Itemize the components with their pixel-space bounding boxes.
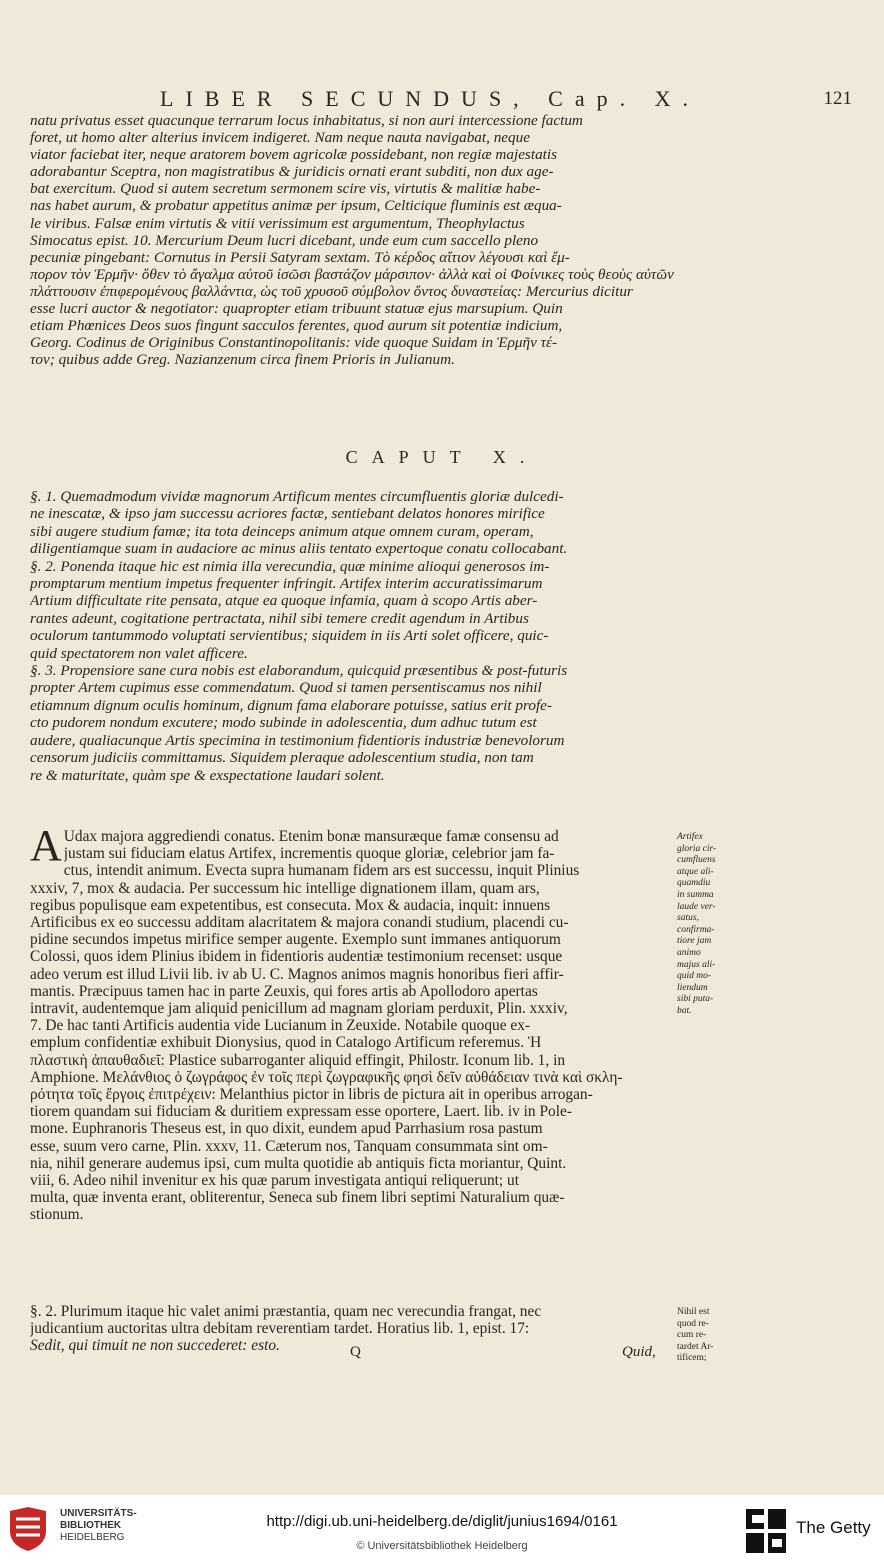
body-line: nia, nihil generare audemus ipsi, cum multa quotidie ab antiquis ficta moriantur, Quint. bbox=[30, 1154, 567, 1172]
text-line: pecuniæ pingebant: Cornutus in Persii Satyram sextam. Τὸ κέρδος αἴτιον λέγουσι καὶ ἔμ- bbox=[30, 248, 570, 266]
main-body-text bbox=[30, 821, 680, 1224]
library-name-line-1: UNIVERSITÄTS- bbox=[60, 1508, 137, 1519]
summary-line: censorum judiciis committamus. Siquidem pleraque adolescentium studia, non tam bbox=[30, 749, 534, 767]
summary-line: rantes adeunt, cogitatione pertractata, nihil sibi temere credit agendum in Artibus bbox=[30, 609, 529, 627]
margin-note-nihil bbox=[677, 1307, 743, 1365]
copyright-notice: © Universitätsbibliothek Heidelberg bbox=[356, 1540, 528, 1552]
text-line: etiam Phœnices Deos suos fingunt sacculos ferentes, quod aurum sit potentiæ indicium, bbox=[30, 317, 563, 335]
body-line: Amphione. Μελάνθιος ὁ ζωγράφος ἐν τοῖς περὶ ζωγραφικῆς φησὶ δεῖν αὐθάδειαν τινὰ καὶ σκλη- bbox=[30, 1068, 623, 1086]
margin-note-line: quod re- bbox=[677, 1318, 709, 1329]
margin-note-line: tardet Ar- bbox=[677, 1341, 714, 1352]
summary-line: quid spectatorem non valet afficere. bbox=[30, 644, 248, 662]
text-line: πορον τὸν Ἑρμῆν· ὅθεν τὸ ἄγαλμα αὐτοῦ ἰσῶσι βαστάζον μάρσιπον· ἀλλὰ καὶ οἱ Φοίνικες τοὺς θεοὺς αὐτῶν bbox=[30, 265, 674, 283]
summary-line: cto pudorem nondum excutere; modo subinde in adolescentia, dum adhuc tutum est bbox=[30, 714, 537, 732]
text-line: foret, ut homo alter alterius invicem indigeret. Nam neque nauta navigabat, neque bbox=[30, 129, 530, 147]
body-line: πλαστικὴ ἀπαυθαδιεῖ: Plastice subarroganter aliquid effingit, Philostr. Iconum lib. 1, in bbox=[30, 1051, 566, 1069]
summary-line: sibi augere studium famæ; ita tota deinceps animum atque omnem curam, operam, bbox=[30, 522, 534, 540]
chapter-summary bbox=[30, 488, 680, 784]
page-number: 121 bbox=[823, 88, 852, 109]
paragraph-line: judicantium auctoritas ultra debitam reverentiam tardet. Horatius lib. 1, epist. 17: bbox=[30, 1320, 530, 1338]
paragraph-line: Sedit, qui timuit ne non succederet: esto. bbox=[30, 1337, 280, 1355]
drop-cap: A bbox=[30, 821, 62, 870]
body-line: multa, quæ inventa erant, obliterentur, Seneca sub finem libri septimi Naturalium quæ- bbox=[30, 1189, 565, 1207]
body-line: Udax majora aggrediendi conatus. Etenim bonæ mansuræque famæ consensu ad bbox=[63, 828, 559, 845]
body-line: adeo verum est illud Livii lib. iv ab U. C. Magnos animos magnis honoribus fieri affir- bbox=[30, 965, 564, 983]
text-line: Georg. Codinus de Originibus Constantinopolitanis: vide quoque Suidam in Ἑρμῆν τέ- bbox=[30, 334, 558, 352]
margin-note-line: confirma- bbox=[677, 924, 715, 935]
footer-bar bbox=[0, 1495, 884, 1566]
summary-line: promptarum mentium impetus frequenter infringit. Artifex interim accuratissimarum bbox=[30, 575, 543, 593]
text-line: natu privatus esset quacunque terrarum locus inhabitatus, si non auri intercessione factum bbox=[30, 112, 583, 129]
partner-name: The Getty bbox=[796, 1518, 871, 1537]
margin-note-artifex bbox=[677, 832, 743, 1018]
margin-note-line: sibi puta- bbox=[677, 994, 714, 1005]
body-line: justam sui fiduciam elatus Artifex, incrementis quoque gloriæ, celebrior jam fa- bbox=[63, 845, 555, 863]
body-line: mone. Euphranoris Theseus est, in quo dixit, eundem apud Parrhasium rosa pastum bbox=[30, 1120, 543, 1138]
margin-note-line: cum re- bbox=[677, 1330, 707, 1341]
body-line: ctus, intendit animum. Evecta supra humanam fidem ars est successu, inquit Plinius bbox=[63, 862, 580, 880]
text-line: esse lucri auctor & negotiator: quapropter etiam tribuunt statuæ ejus marsupium. Quin bbox=[30, 300, 563, 318]
margin-note-line: in summa bbox=[677, 889, 714, 900]
getty-logo-icon bbox=[744, 1507, 788, 1555]
library-name-line-3: HEIDELBERG bbox=[60, 1532, 125, 1543]
catchword-right: Quid, bbox=[622, 1344, 656, 1360]
margin-note-line: majus ali- bbox=[677, 959, 716, 970]
text-line: Simocatus epist. 10. Mercurium Deum lucri dicebant, unde eum cum saccello pleno bbox=[30, 231, 539, 249]
library-name-line-2: BIBLIOTHEK bbox=[60, 1520, 122, 1531]
summary-line: oculorum tantummodo voluptati servientibus; siquidem in iis Arti solet officere, quic- bbox=[30, 627, 549, 645]
text-line: πλάττουσιν ἐπιφερομένους βαλλάντια, ὡς τοῦ χρυσοῦ σύμβολον ὄντος δυναστείας: Mercurius dicitur bbox=[30, 282, 633, 300]
continued-footnote-text bbox=[30, 112, 680, 368]
margin-note-line: animo bbox=[677, 947, 701, 958]
body-line: Artificibus ex eo successu additam alacritatem & majora conandi studium, placendi cu- bbox=[30, 914, 569, 932]
body-line: 7. De hac tanti Artificis audentia vide Lucianum in Zeuxide. Notabile quoque ex- bbox=[30, 1017, 531, 1035]
text-line: bat exercitum. Quod si autem secretum sermonem scire vis, virtutis & malitiæ habe- bbox=[30, 180, 541, 198]
margin-note-line: gloria cir- bbox=[677, 843, 717, 854]
text-line: viator faciebat iter, neque aratorem bovem agricolæ possidebant, non regiæ majestatis bbox=[30, 146, 558, 164]
body-line: intravit, audentemque jam aliquid penicillum ad magnam gloriam perduxit, Plin. xxxiv, bbox=[30, 1000, 568, 1018]
margin-note-line: laude ver- bbox=[677, 901, 716, 912]
margin-note-line: satus, bbox=[677, 913, 699, 924]
running-head: LIBER SECUNDUS, Cap. X. bbox=[160, 86, 701, 111]
paragraph-line: §. 2. Plurimum itaque hic valet animi præstantia, quam nec verecundia frangat, nec bbox=[30, 1303, 542, 1320]
body-line: viii, 6. Adeo nihil invenitur ex his quæ parum investigata antiqui reliquerunt; ut bbox=[30, 1172, 520, 1190]
body-line: regibus populisque eam expetentibus, est consecuta. Mox & audacia, inquit: innuens bbox=[30, 896, 551, 914]
body-line: stionum. bbox=[30, 1206, 84, 1224]
summary-line: ne inescatæ, & ipso jam successu acriores factæ, sentiebant delatos honores mirifice bbox=[30, 505, 545, 523]
margin-note-line: tiore jam bbox=[677, 936, 712, 947]
summary-line: re & maturitate, quàm spe & exspectatione laudari solent. bbox=[30, 766, 385, 784]
summary-line: §. 2. Ponenda itaque hic est nimia illa verecundia, quæ minime alioqui generosos im- bbox=[30, 557, 550, 575]
summary-line: Artium difficultate rite pensata, atque ea quoque infamia, quam à scopo Artis aber- bbox=[30, 592, 538, 610]
chapter-title: CAPUT X. bbox=[345, 447, 539, 467]
margin-note-line: quamdiu bbox=[677, 878, 711, 889]
margin-note-line: Nihil est bbox=[677, 1307, 710, 1317]
catchword-left: Q bbox=[350, 1344, 361, 1360]
text-line: le viribus. Falsæ enim virtutis & vitii verissimum est argumentum, Theophylactus bbox=[30, 214, 525, 232]
summary-line: §. 3. Propensiore sane cura nobis est elaborandum, quicquid præsentibus & post-futuris bbox=[30, 662, 568, 680]
margin-note-line: bat. bbox=[677, 1005, 692, 1016]
permalink-url[interactable]: http://digi.ub.uni-heidelberg.de/diglit/junius1694/0161 bbox=[266, 1513, 618, 1530]
margin-note-line: tificem; bbox=[677, 1353, 707, 1364]
margin-note-line: liendum bbox=[677, 982, 708, 993]
body-line: xxxiv, 7, mox & audacia. Per successum hic intellige dignationem illam, quam ars, bbox=[30, 879, 540, 897]
text-line: nas habet aurum, & probatur appetitus animæ per ipsum, Celticique fluminis est æqua- bbox=[30, 197, 562, 215]
summary-line: audere, qualiacunque Artis specimina in testimonium fidentioris industriæ benevolorum bbox=[30, 731, 565, 749]
body-line: pidine secundos impetus mirifice semper augente. Exemplo sunt immanes antiquorum bbox=[30, 931, 561, 949]
body-line: ρότητα τοῖς ἔργοις ἐπιτρέχειν: Melanthius pictor in libris de pictura ait in operibus arrogan- bbox=[30, 1086, 593, 1104]
text-line: τον; quibus adde Greg. Nazianzenum circa finem Prioris in Julianum. bbox=[30, 351, 455, 369]
body-line: esse, suum vero carne, Plin. xxxv, 11. Cæterum nos, Tanquam consummata sint om- bbox=[30, 1137, 548, 1155]
margin-note-line: atque ali- bbox=[677, 866, 714, 877]
summary-line: diligentiamque suam in audaciore ac minus aliis tentato expertoque conatu collocabant. bbox=[30, 540, 568, 558]
margin-note-line: Artifex bbox=[677, 832, 703, 842]
summary-line: §. 1. Quemadmodum vividæ magnorum Artificum mentes circumfluentis gloriæ dulcedi- bbox=[30, 488, 564, 505]
margin-note-line: cumfluens bbox=[677, 855, 716, 866]
body-line: tiorem quandam sui fiduciam & duritiem expressam esse oportere, Laert. lib. iv in Pole- bbox=[30, 1103, 572, 1121]
margin-note-line: quid mo- bbox=[677, 971, 712, 982]
summary-line: etiamnum dignum oculis hominum, dignum fama elaborare potuisse, satius erit profe- bbox=[30, 696, 552, 714]
text-line: adorabantur Sceptra, non magistratibus & juridicis ornati erant subditi, non dux age- bbox=[30, 163, 554, 181]
body-line: emplum confidentiæ exhibuit Dionysius, quod in Catalogo Artificum referemus. Ἡ bbox=[30, 1034, 542, 1052]
summary-line: propter Artem cupimus esse commendatum. Quod si tamen persentiscamus nos nihil bbox=[30, 679, 542, 697]
body-line: Colossi, quos idem Plinius ibidem in fidentioris audentiæ testimonium recenset: usque bbox=[30, 948, 563, 966]
body-line: mantis. Præcipuus tamen hac in parte Zeuxis, qui fores artis ab Apollodoro apertas bbox=[30, 982, 538, 1000]
